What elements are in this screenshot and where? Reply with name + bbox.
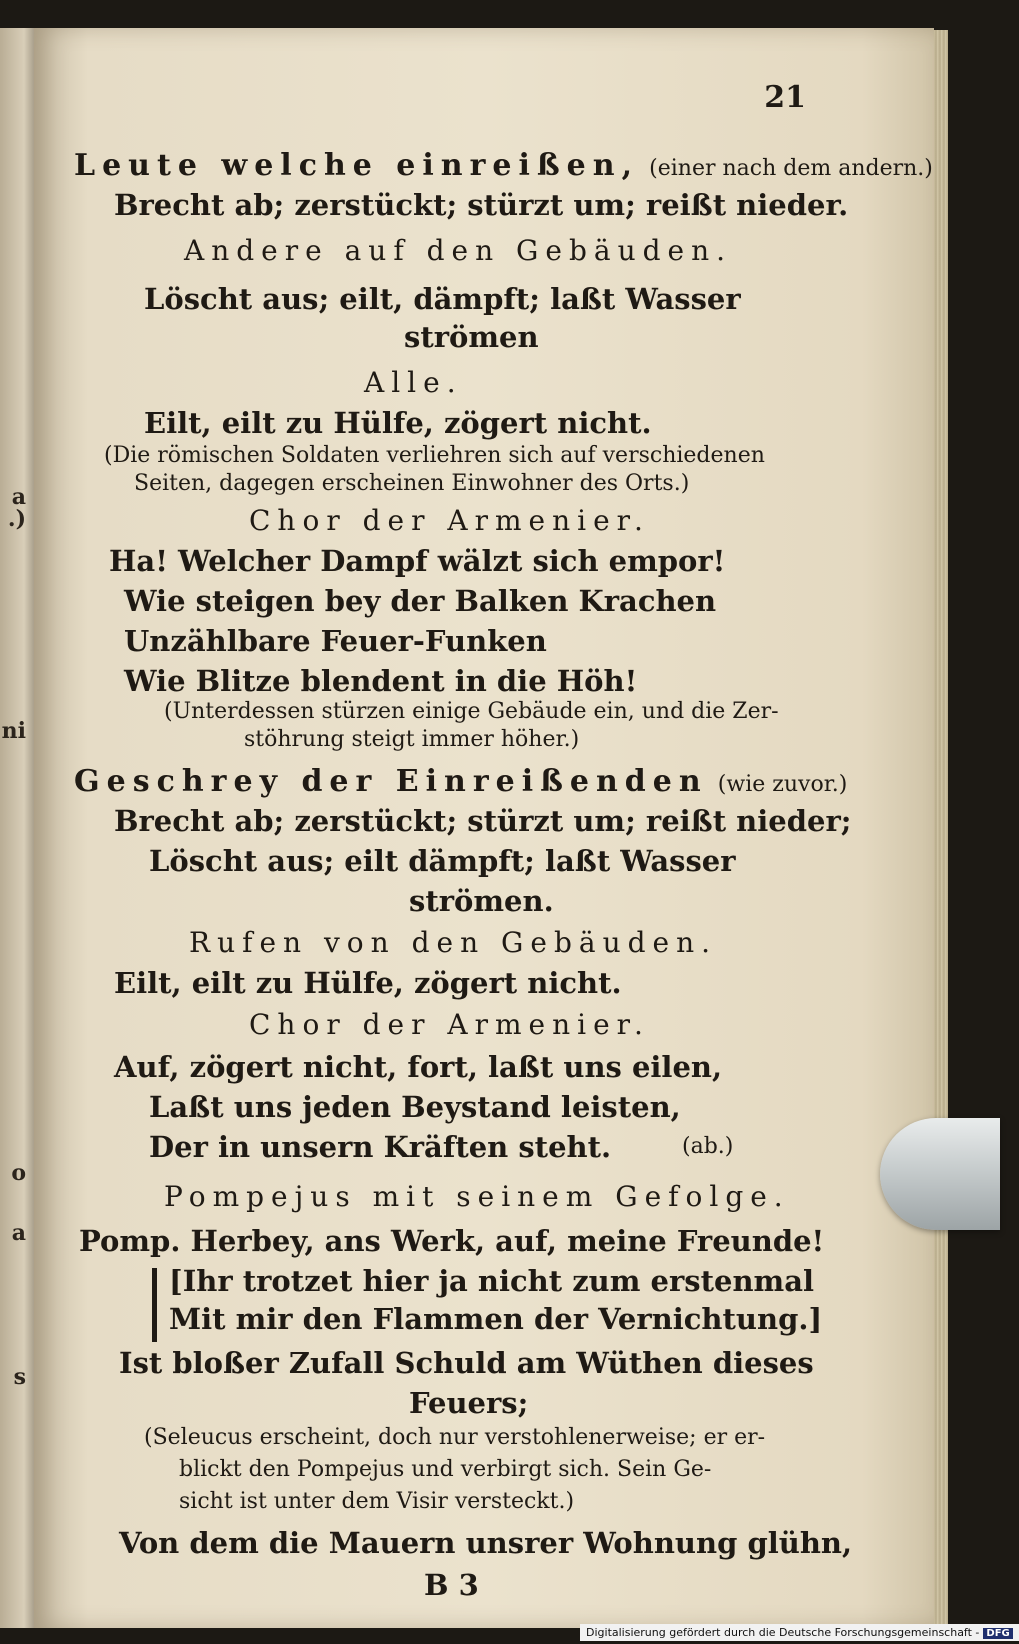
text-line xyxy=(74,148,933,186)
text-line: Der in unsern Kräften steht. xyxy=(149,1130,612,1164)
text-line: Wie Blitze blendent in die Höh! xyxy=(124,664,638,698)
margin-fragment: s xyxy=(13,1364,26,1390)
stage-direction: blickt den Pompejus und verbirgt sich. Sein Ge- xyxy=(179,1457,712,1482)
stage-direction: (Seleucus erscheint, doch nur verstohlenerweise; er er- xyxy=(144,1425,766,1450)
text-line: Auf, zögert nicht, fort, laßt uns eilen, xyxy=(114,1050,723,1084)
speaker-line: Pompejus mit seinem Gefolge. xyxy=(164,1180,790,1213)
text-line: Eilt, eilt zu Hülfe, zögert nicht. xyxy=(144,406,652,440)
text-line: [Ihr trotzet hier ja nicht zum erstenmal xyxy=(169,1264,815,1298)
text-line: Mit mir den Flammen der Vernichtung.] xyxy=(169,1302,823,1336)
stage-direction: (wie zuvor.) xyxy=(717,772,848,797)
text-line: Ist bloßer Zufall Schuld am Wüthen dieses xyxy=(119,1346,814,1380)
book-page xyxy=(34,28,934,1628)
bracket-bar xyxy=(152,1268,157,1342)
stage-direction: (Unterdessen stürzen einige Gebäude ein, und die Zer- xyxy=(164,699,779,724)
speaker-label: Leute welche einreißen, xyxy=(74,148,640,183)
page-number: 21 xyxy=(764,80,806,115)
margin-fragment: a xyxy=(11,1220,26,1246)
footer-banner xyxy=(580,1624,1019,1641)
text-line: Brecht ab; zerstückt; stürzt um; reißt nieder; xyxy=(114,804,852,838)
text-line: Löscht aus; eilt dämpft; laßt Wasser xyxy=(149,844,736,878)
speaker-line: Alle. xyxy=(364,366,463,399)
speaker-line: Andere auf den Gebäuden. xyxy=(184,234,733,267)
speaker-line: Chor der Armenier. xyxy=(249,1008,650,1041)
margin-fragment: o xyxy=(11,1160,26,1186)
speaker-line: Chor der Armenier. xyxy=(249,504,650,537)
dfg-logo: DFG xyxy=(983,1628,1012,1639)
text-line: Von dem die Mauern unsrer Wohnung glühn, xyxy=(119,1526,853,1560)
speaker-label: Geschrey der Einreißenden xyxy=(74,764,708,799)
text-line: Laßt uns jeden Beystand leisten, xyxy=(149,1090,681,1124)
text-line: Brecht ab; zerstückt; stürzt um; reißt nieder. xyxy=(114,188,849,222)
text-line: Unzählbare Feuer-Funken xyxy=(124,624,547,658)
text-line: Eilt, eilt zu Hülfe, zögert nicht. xyxy=(114,966,622,1000)
stage-direction: (ab.) xyxy=(682,1134,734,1159)
text-line: strömen xyxy=(404,320,539,354)
text-line: Ha! Welcher Dampf wälzt sich empor! xyxy=(109,544,726,578)
stage-direction: (einer nach dem andern.) xyxy=(649,156,933,181)
text-line xyxy=(74,764,847,802)
text-line: strömen. xyxy=(409,884,554,918)
footer-text: Digitalisierung gefördert durch die Deutsche Forschungsgemeinschaft - xyxy=(586,1626,980,1639)
stage-direction: stöhrung steigt immer höher.) xyxy=(244,727,580,752)
signature-mark: B 3 xyxy=(424,1568,479,1602)
page-text xyxy=(34,28,934,1628)
text-line: Pomp. Herbey, ans Werk, auf, meine Freunde! xyxy=(79,1224,825,1258)
text-line: Feuers; xyxy=(409,1386,529,1420)
stage-direction: (Die römischen Soldaten verliehren sich auf verschiedenen xyxy=(104,443,765,468)
stage-direction: sicht ist unter dem Visir versteckt.) xyxy=(179,1489,575,1514)
speaker-line: Rufen von den Gebäuden. xyxy=(189,926,718,959)
margin-fragment: ni xyxy=(1,718,26,744)
book-clip xyxy=(880,1118,1000,1230)
text-line: Wie steigen bey der Balken Krachen xyxy=(124,584,717,618)
text-line: Löscht aus; eilt, dämpft; laßt Wasser xyxy=(144,282,741,316)
margin-fragment: .) xyxy=(7,506,26,532)
margin-fragment: a xyxy=(11,484,26,510)
stage-direction: Seiten, dagegen erscheinen Einwohner des Orts.) xyxy=(134,471,690,496)
